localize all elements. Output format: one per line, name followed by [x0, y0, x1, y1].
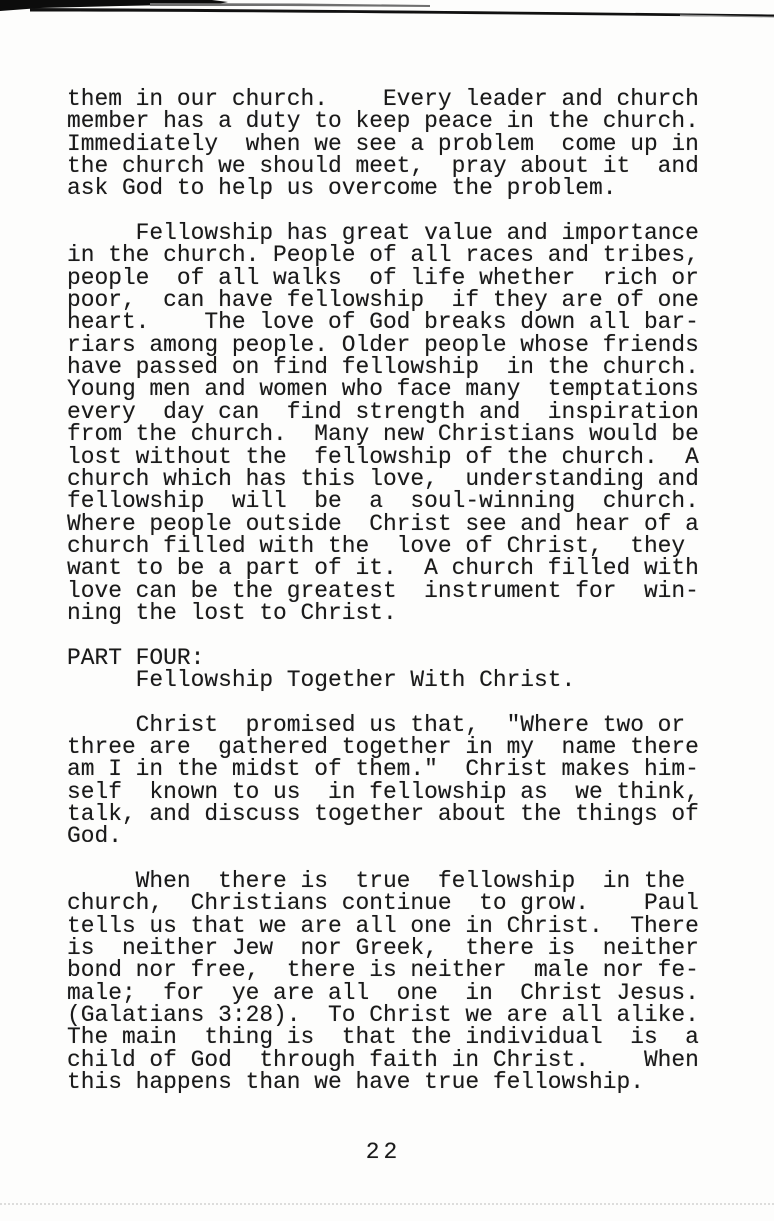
text-line: Christ promised us that, "Where two or — [67, 711, 686, 738]
text-line: this happens than we have true fellowship. — [67, 1069, 644, 1096]
text-line: lost without the fellowship of the church. A — [67, 443, 699, 470]
paragraph-4 — [67, 868, 727, 1096]
text-line: three are gathered together in my name there — [67, 733, 699, 760]
text-line: Fellowship Together With Christ. — [67, 666, 576, 693]
text-line: tells us that we are all one in Christ. There — [67, 912, 699, 939]
text-line: bond nor free, there is neither male nor fe- — [67, 957, 699, 984]
text-line: self known to us in fellowship as we think, — [67, 778, 699, 805]
text-line: PART FOUR: — [67, 644, 205, 671]
text-line: every day can find strength and inspiration — [67, 398, 699, 425]
paragraph-2 — [67, 222, 727, 624]
text-line: church, Christians continue to grow. Paul — [67, 890, 699, 917]
text-line: When there is true fellowship in the — [67, 868, 686, 895]
text-line: from the church. Many new Christians would be — [67, 421, 699, 448]
text-line: them in our church. Every leader and church — [67, 86, 699, 112]
text-line: ning the lost to Christ. — [67, 599, 397, 626]
scan-artifact-bottom-edge — [0, 1203, 774, 1205]
text-line: member has a duty to keep peace in the church. — [67, 108, 699, 135]
text-line: Where people outside Christ see and hear of a — [67, 510, 699, 537]
text-line: church filled with the love of Christ, they — [67, 532, 686, 559]
text-line: poor, can have fellowship if they are of one — [67, 287, 699, 314]
section-heading-part-four — [67, 644, 727, 693]
text-line: The main thing is that the individual is a — [67, 1024, 699, 1051]
text-line: God. — [67, 823, 122, 850]
text-line: heart. The love of God breaks down all bar- — [67, 309, 699, 336]
text-line: is neither Jew nor Greek, there is neither — [67, 935, 699, 962]
text-line: fellowship will be a soul-winning church. — [67, 488, 699, 515]
text-line: want to be a part of it. A church filled with — [67, 555, 699, 582]
text-line: riars among people. Older people whose friends — [67, 331, 699, 358]
scan-artifact-top-edge — [0, 0, 774, 24]
text-line: church which has this love, understanding and — [67, 465, 699, 492]
text-line: have passed on find fellowship in the church. — [67, 354, 699, 381]
text-block — [67, 86, 727, 1096]
text-line: the church we should meet, pray about it and — [67, 153, 699, 180]
text-line: am I in the midst of them." Christ makes him- — [67, 756, 699, 783]
paragraph-1 — [67, 88, 727, 200]
text-line: (Galatians 3:28). To Christ we are all alike. — [67, 1002, 699, 1029]
text-line: people of all walks of life whether rich or — [67, 264, 699, 291]
text-line: talk, and discuss together about the things of — [67, 801, 699, 827]
text-line: ask God to help us overcome the problem. — [67, 175, 617, 202]
text-line: child of God through faith in Christ. When — [67, 1046, 699, 1073]
paragraph-3 — [67, 711, 727, 850]
text-line: male; for ye are all one in Christ Jesus. — [67, 979, 699, 1006]
text-line: Fellowship has great value and importance — [67, 220, 699, 247]
page-number: 22 — [365, 1139, 402, 1165]
text-line: in the church. People of all races and tribes, — [67, 242, 699, 269]
text-line: Young men and women who face many temptations — [67, 376, 699, 403]
text-line: Immediately when we see a problem come up in — [67, 130, 699, 157]
text-line: love can be the greatest instrument for win- — [67, 577, 699, 604]
